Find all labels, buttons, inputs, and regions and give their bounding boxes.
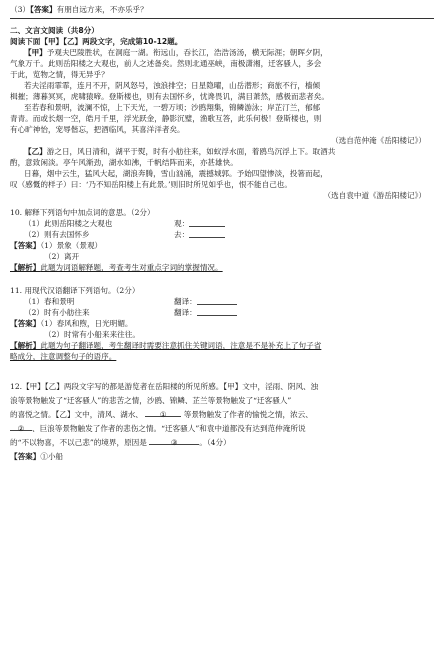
passage-source: （选自袁中道《游岳阳楼记》） [323,191,426,200]
question-item: （2）则有去国怀乡 去： [10,229,434,240]
analysis-tag: 【解析】 [10,263,41,272]
answer-blank[interactable] [189,229,225,238]
prev-question-number: （3） [10,5,31,14]
analysis-text: 此题为句子翻译题，考生翻译时需要注意抓住关键词语，注意是不是补充上了句子省 [40,341,322,350]
passage-line: 日暮，烟中云生，猛风大起，湖浪奔腾，雪山汹涌，震撼城郭。予始四望惨淡，投箸而起， [24,169,328,178]
passage-line: 气象万千。此则岳阳楼之大观也，前人之述备矣。然则北通巫峡，南极潇湘，迁客骚人，多会 [10,59,322,68]
section-title: 二、文言文阅读（共8分） [10,26,99,35]
question-12: 12.【甲】【乙】两段文字写的都是游览者在岳阳楼的所见所感。【甲】文中，淫雨、阴风、浊 浪等景物触发了“迁客骚人”的悲苦之情，沙鸥、锦鳞、芷兰等景物触发了“迁客骚人” 的喜悦之情。【乙】文中，清风、湖水、 ① 等景物触发了作者的愉悦之情，浓云、 ② 、巨浪等景物触发了作者的悲伤之情。“迁客骚人”和袁中道都没有达到范仲淹所说 的“不以物喜，不以己悲”的境界，原因是 ③ 。（4分） 【答案】①小船 [10,380,434,464]
answer-blank[interactable] [189,218,225,227]
passage-yi [10,146,434,201]
analysis-text: 此题为词语解释题，考查考生对重点字词的掌握情况。 [40,263,223,272]
answer-text: （1）春风和煦，日光明媚。 [40,319,133,328]
passage-line: 予观夫巴陵胜状，在洞庭一湖。衔远山，吞长江，浩浩汤汤，横无际涯；朝晖夕阴， [46,48,328,57]
answer-tag: 【答案】 [30,5,57,14]
answer-text: （2）时常有小船来来往往。 [44,330,140,339]
passage-line: 游之日，风日清和，湖平于熨，时有小舫往来，如蚁浮水面，着鸥鸟沉浮上下。取酒共 [46,147,336,156]
passage-line: 于此，览物之情，得无异乎？ [10,70,109,79]
blank-3[interactable]: ③ [149,436,199,445]
prev-answer-line [10,4,434,15]
passage-source: （选自范仲淹《岳阳楼记》） [331,136,426,145]
analysis-tag: 【解析】 [10,341,41,350]
answer-text: （1）景象（景观） [40,241,103,250]
answer-blank[interactable] [197,307,237,316]
analysis-text: 略成分，注意调整句子的语序。 [10,352,117,361]
answer-text: ①小船 [40,452,64,462]
answer-blank[interactable] [197,296,237,305]
passage-line: 至若春和景明，波澜不惊，上下天光，一碧万顷；沙鸥翔集，锦鳞游泳；岸芷汀兰，郁郁 [24,103,321,112]
passage-line: 楫摧；薄暮冥冥，虎啸猿啼。登斯楼也，则有去国怀乡，忧谗畏讥，满目萧然，感极而悲者矣。 [10,92,329,101]
passage-jia [10,47,434,146]
answer-text: 有朋自远方来，不亦乐乎？ [56,5,148,14]
passage-line: 青青。而或长烟一空，皓月千里，浮光跃金，静影沉璧，渔歌互答，此乐何极！登斯楼也，则 [10,114,322,123]
question-item: （2）时有小舫往来 翻译： [10,307,434,318]
question-item: （1）此则岳阳楼之大观也 观： [10,218,434,229]
section-instruction: 阅读下面【甲】【乙】两段文字，完成第10-12题。 [10,37,183,46]
question-10 [10,207,434,273]
question-11 [10,285,434,362]
passage-line: 有心旷神怡，宠辱偕忘，把酒临风，其喜洋洋者矣。 [10,125,185,134]
question-stem: 11. 用现代汉语翻译下列语句。（2分） [10,286,140,295]
divider [10,18,434,19]
blank-2[interactable]: ② [10,422,32,431]
question-item: （1）春和景明 翻译： [10,296,434,307]
answer-tag: 【答案】 [10,241,41,250]
passage-line: 若夫淫雨霏霏，连月不开，阴风怒号，浊浪排空；日星隐曜，山岳潜形；商旅不行，樯倾 [24,81,321,90]
passage-label-jia: 【甲】 [24,48,47,57]
passage-line: 叹（感慨的样子）曰：‘乃不知岳阳楼上有此景。’则旧时所见如乎也，恨不能自己也。 [10,180,292,189]
answer-tag: 【答案】 [10,452,41,462]
question-line: 浪等景物触发了“迁客骚人”的悲苦之情，沙鸥、锦鳞、芷兰等景物触发了“迁客骚人” [10,396,292,406]
passage-label-yi: 【乙】 [24,147,47,156]
passage-line: 酌，意致闲淡。亭午风渐劲，湖水如沸，千帆结阵而来，亦甚雄快。 [10,158,238,167]
question-line: 12.【甲】【乙】两段文字写的都是游览者在岳阳楼的所见所感。【甲】文中，淫雨、阴风、浊 [10,382,319,391]
blank-1[interactable]: ① [145,408,181,417]
question-stem: 10. 解释下列语句中加点词的意思。（2分） [10,208,155,217]
answer-tag: 【答案】 [10,319,41,328]
answer-text: （2）离开 [44,252,80,261]
